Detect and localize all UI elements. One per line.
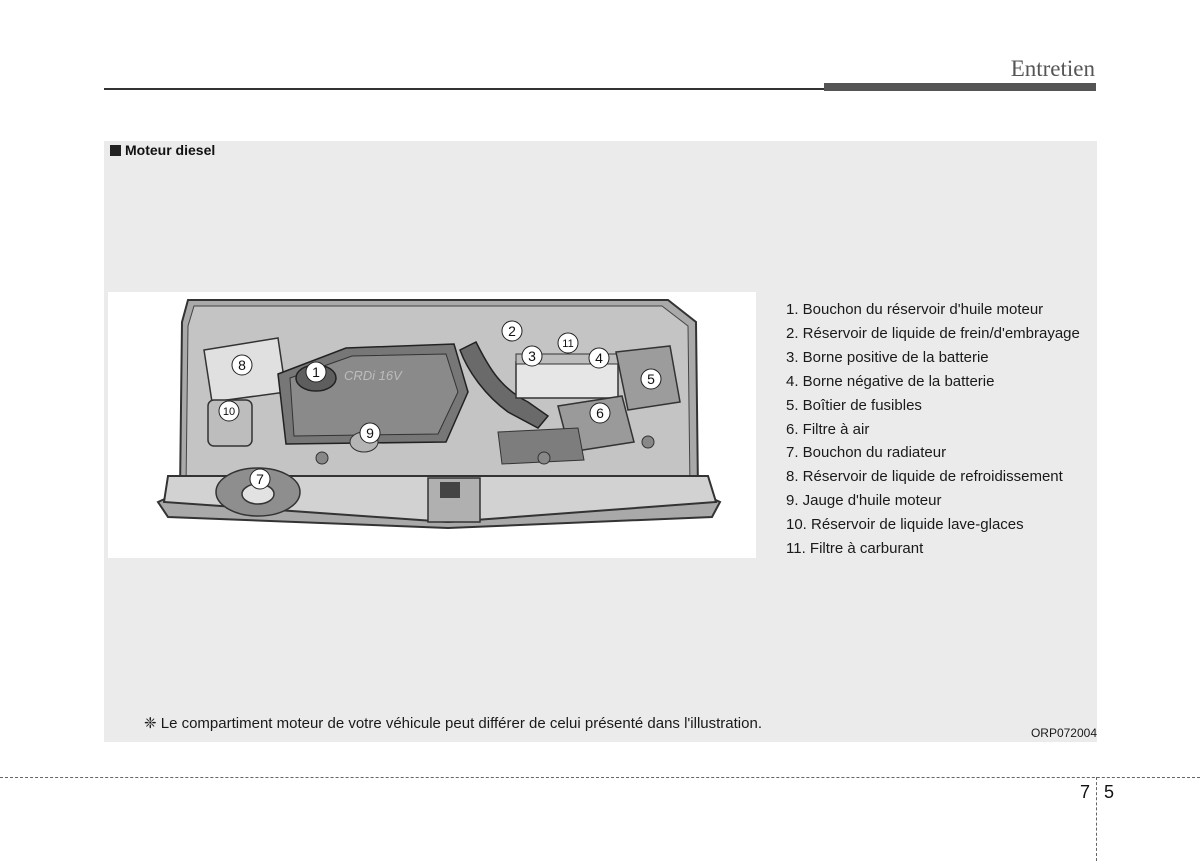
- legend-list: [786, 298, 1080, 561]
- svg-text:8: 8: [238, 357, 246, 373]
- callout-8: [232, 355, 252, 375]
- chapter-number: 7: [1080, 782, 1091, 802]
- content-panel: [104, 141, 1097, 742]
- engine-illustration: [108, 292, 756, 558]
- svg-text:4: 4: [595, 350, 603, 366]
- callout-9: [360, 423, 380, 443]
- callout-4: [589, 348, 609, 368]
- callout-6: [590, 403, 610, 423]
- legend-item: 9. Jauge d'huile moteur: [786, 492, 942, 510]
- svg-text:9: 9: [366, 425, 374, 441]
- legend-item: 8. Réservoir de liquide de refroidissement: [786, 468, 1063, 486]
- svg-text:3: 3: [528, 348, 536, 364]
- svg-text:6: 6: [596, 405, 604, 421]
- legend-item: 7. Bouchon du radiateur: [786, 444, 947, 462]
- legend-item: 6. Filtre à air: [786, 420, 870, 438]
- legend-item: 5. Boîtier de fusibles: [786, 396, 922, 414]
- header-rule-thick: [824, 83, 1096, 91]
- page-number: 5: [1104, 782, 1115, 802]
- figure-code: ORP072004: [1030, 726, 1097, 740]
- illustration-note: ❈ Le compartiment moteur de votre véhicule peut différer de celui présenté dans l'illustration.: [144, 715, 762, 732]
- legend-item: 3. Borne positive de la batterie: [786, 348, 989, 366]
- svg-text:5: 5: [647, 371, 655, 387]
- callout-11: [558, 333, 578, 353]
- engine-compartment-drawing: [108, 292, 756, 558]
- svg-text:2: 2: [508, 323, 516, 339]
- legend-item: 2. Réservoir de liquide de frein/d'embrayage: [786, 324, 1080, 342]
- callout-7: [250, 469, 270, 489]
- svg-text:1: 1: [312, 364, 320, 380]
- section-square-icon: [110, 145, 121, 156]
- footer-vertical-dashed-rule: [1096, 777, 1097, 861]
- section-label: [110, 142, 215, 158]
- svg-text:11: 11: [562, 338, 574, 350]
- callout-5: [641, 369, 661, 389]
- callout-10: [219, 401, 239, 421]
- footer-dashed-rule: [0, 777, 1200, 778]
- header-rule-thin: [104, 88, 824, 90]
- callout-1: [306, 362, 326, 382]
- legend-item: 4. Borne négative de la batterie: [786, 372, 995, 390]
- callout-3: [522, 346, 542, 366]
- engine-cover-text: CRDi 16V: [344, 368, 402, 383]
- section-title: Moteur diesel: [125, 142, 216, 158]
- chapter-title: Entretien: [1010, 56, 1095, 81]
- callout-2: [502, 321, 522, 341]
- svg-text:10: 10: [222, 406, 236, 418]
- svg-text:7: 7: [256, 471, 264, 487]
- legend-item: 11. Filtre à carburant: [786, 540, 924, 558]
- legend-item: 1. Bouchon du réservoir d'huile moteur: [786, 301, 1044, 318]
- legend-item: 10. Réservoir de liquide lave-glaces: [786, 516, 1024, 534]
